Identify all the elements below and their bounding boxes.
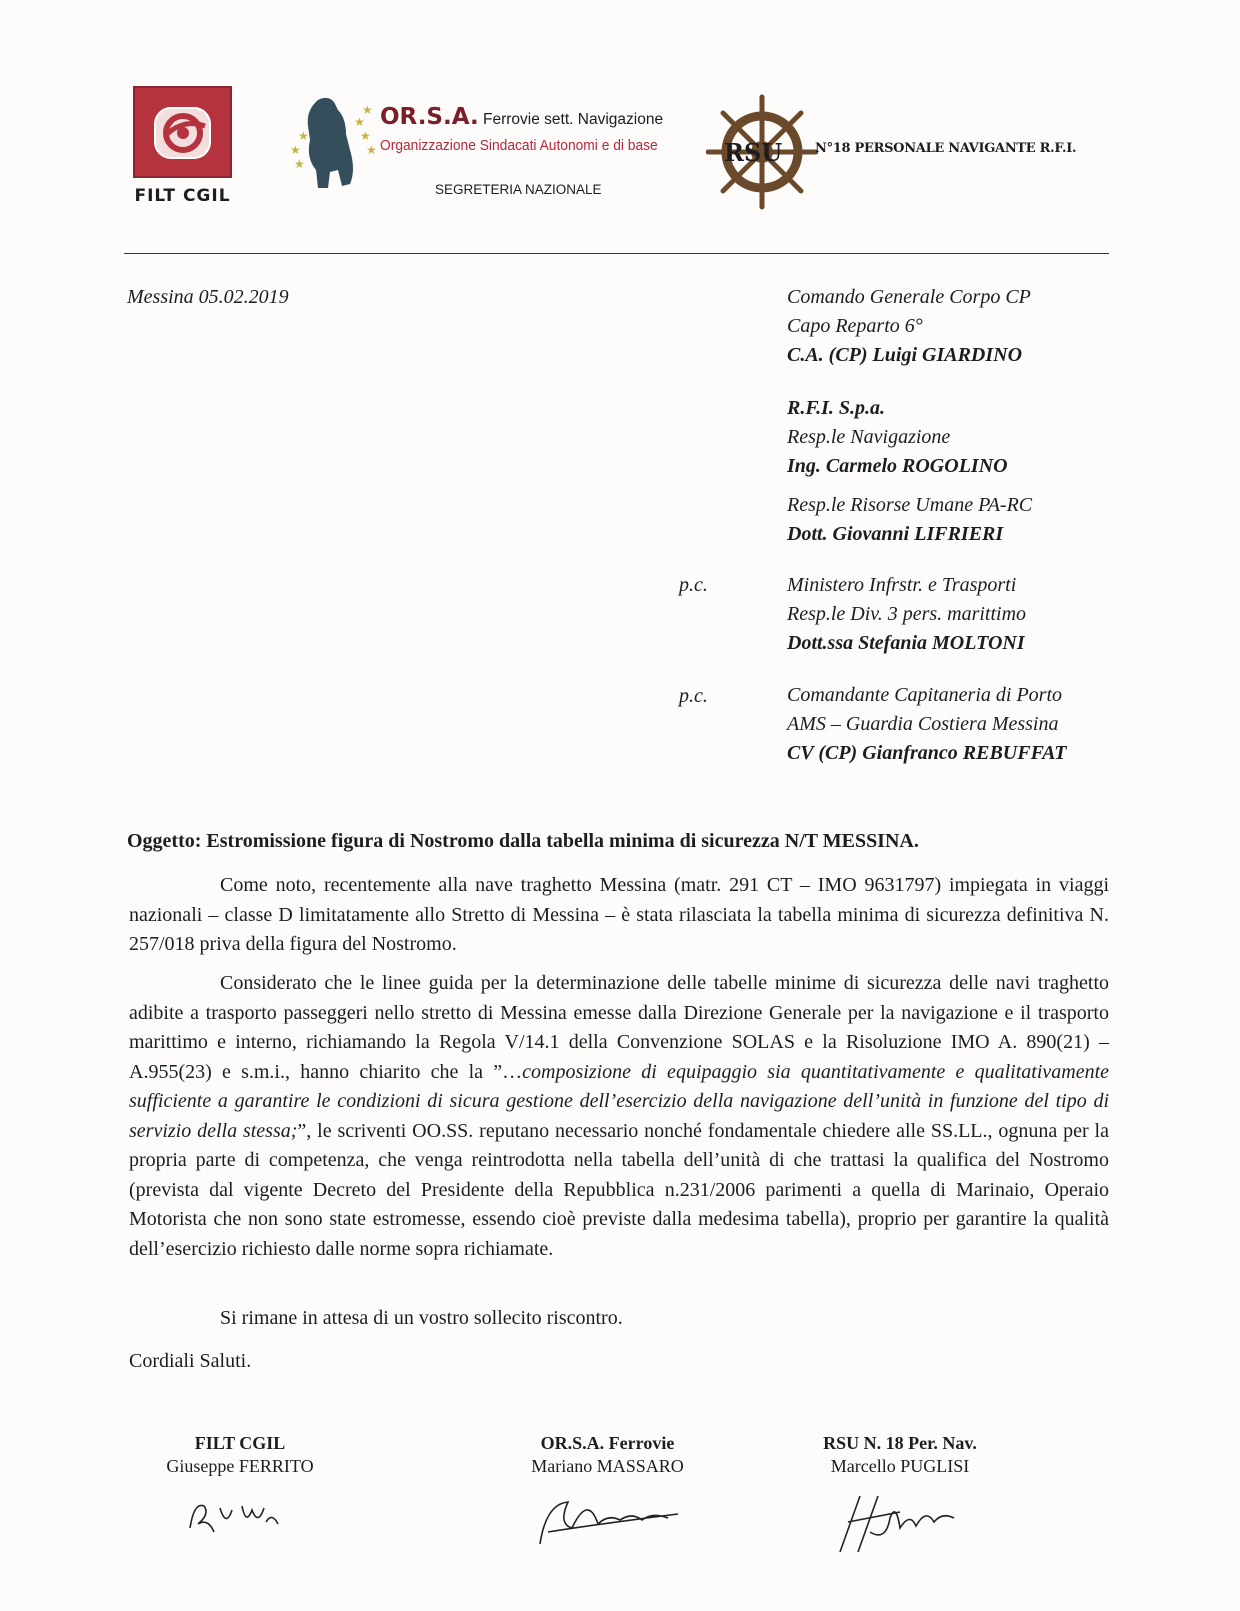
paragraph-3: Si rimane in attesa di un vostro sollecito riscontro. [220,1307,623,1329]
ship-wheel-icon [706,93,818,211]
svg-text:★: ★ [362,103,373,117]
signature-block-rsu [795,1432,1005,1568]
filt-cgil-logo [133,86,232,212]
recipient-block-1 [787,283,1031,370]
recipient-block-2 [787,394,1008,481]
signatory-org: RSU N. 18 Per. Nav. [823,1433,977,1453]
svg-text:RSU: RSU [724,138,783,167]
recipient-line: Comando Generale Corpo CP [787,286,1031,308]
orsa-subtitle: Organizzazione Sindacati Autonomi e di base [380,137,658,154]
pc-label: p.c. [679,574,708,596]
filt-circle-icon [135,88,230,176]
recipient-org: R.F.I. S.p.a. [787,397,886,419]
signatory-name: Giuseppe FERRITO [166,1456,314,1476]
svg-text:★: ★ [298,129,309,143]
signatory-org: OR.S.A. Ferrovie [540,1433,675,1453]
recipient-name: Ing. Carmelo ROGOLINO [787,455,1008,477]
closing: Cordiali Saluti. [129,1350,252,1372]
header-divider [124,253,1109,254]
signature-block-filt [140,1432,340,1554]
signatory-org: FILT CGIL [194,1433,286,1453]
handwritten-signature [180,1488,300,1548]
orsa-logo [288,96,688,206]
recipient-block-5 [787,681,1067,768]
quoted-guideline: composizione di equipaggio sia quantitativamente e qualitativamente sufficiente a garantire le condizioni di sicura gestione dell’esercizio della navigazione dell’unità in funzione del tipo di servizio della stessa; [129,1060,1110,1142]
recipient-line: Resp.le Risorse Umane PA-RC [787,494,1033,516]
bear-icon [288,96,380,192]
recipient-name: CV (CP) Gianfranco REBUFFAT [787,742,1067,764]
orsa-secretariat: SEGRETERIA NAZIONALE [435,182,602,197]
letter-date: Messina 05.02.2019 [127,286,289,308]
svg-text:★: ★ [360,129,371,143]
recipient-line: Capo Reparto 6° [787,315,923,337]
recipient-line: Resp.le Div. 3 pers. marittimo [787,603,1027,625]
recipient-line: AMS – Guardia Costiera Messina [787,713,1059,735]
handwritten-signature [528,1484,688,1554]
signatory-name: Marcello PUGLISI [830,1456,970,1476]
recipient-name: C.A. (CP) Luigi GIARDINO [787,344,1023,366]
svg-text:★: ★ [290,143,301,157]
recipient-line: Ministero Infrstr. e Trasporti [787,574,1017,596]
orsa-name: OR.S.A. Ferrovie sett. Navigazione [380,104,664,130]
recipient-name: Dott.ssa Stefania MOLTONI [787,632,1025,654]
subject-line: Oggetto: Estromissione figura di Nostromo dalla tabella minima di sicurezza N/T MESSINA. [127,830,919,852]
rsu-label: N°18 PERSONALE NAVIGANTE R.F.I. [815,141,1077,156]
svg-text:★: ★ [294,157,305,171]
handwritten-signature [830,1482,970,1562]
recipient-block-3 [787,491,1032,549]
pc-label: p.c. [679,685,708,707]
paragraph-2: Considerato che le linee guida per la determinazione delle tabelle minime di sicurezza delle navi traghetto adibite a trasporto passeggeri nello stretto di Messina emesse dalla Direzione Generale per la navigazione e il trasporto marittimo e interno, richiamando la Regola V/14.1 della Convenzione SOLAS e la Risoluzione IMO A. 890(21) – A.955(23) e s.m.i., hanno chiarito che la ”…composizione di equipaggio sia quantitativamente e qualitativamente sufficiente a garantire le condizioni di sicura gestione dell’esercizio della navigazione dell’unità in funzione del tipo di servizio della stessa;”, le scriventi OO.SS. reputano necessario nonché fondamentale chiedere alle SS.LL., ognuna per la propria parte di competenza, che venga reintrodotta nella tabella dell’unità di che trattasi la qualifica del Nostromo (prevista dal vigente Decreto del Presidente della Repubblica n.231/2006 parimenti a quella di Marinaio, Operaio Motorista che non sono state estromesse, essendo cioè previste dalla medesima tabella), proprio per garantire la qualità dell’esercizio richiesto dalle norme sopra richiamate. [129,972,1110,1260]
rsu-logo [706,93,1077,211]
filt-logo-text: FILT CGIL [134,186,231,206]
signatory-name: Mariano MASSARO [531,1456,684,1476]
svg-text:★: ★ [366,143,377,157]
svg-text:★: ★ [354,115,365,129]
recipient-block-4 [787,571,1026,658]
recipient-name: Dott. Giovanni LIFRIERI [787,523,1004,545]
paragraph-1: Come noto, recentemente alla nave traghetto Messina (matr. 291 CT – IMO 9631797) impiegata in viaggi nazionali – classe D limitatamente allo Stretto di Messina – è stata rilasciata la tabella minima di sicurezza definitiva N. 257/018 priva della figura del Nostromo. [129,874,1109,955]
signature-block-orsa [500,1432,715,1560]
recipient-line: Comandante Capitaneria di Porto [787,684,1062,706]
filt-emblem [133,86,232,178]
recipient-line: Resp.le Navigazione [787,426,951,448]
